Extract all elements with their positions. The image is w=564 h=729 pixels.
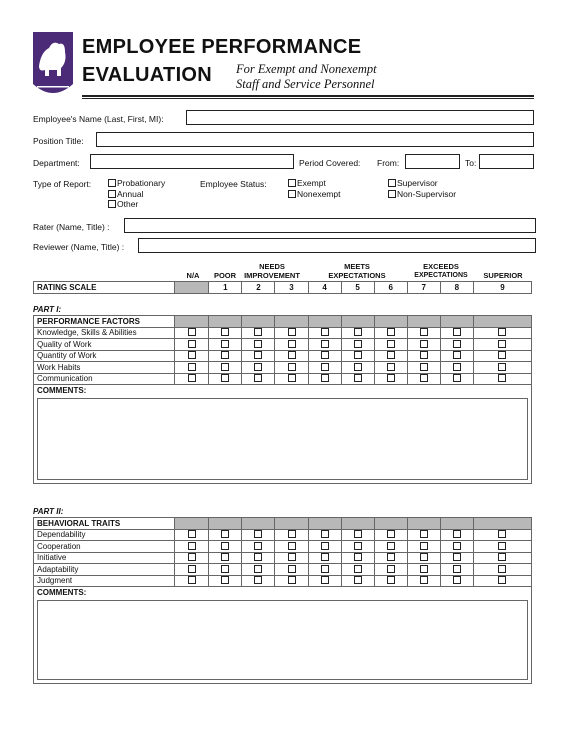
rating-cell bbox=[407, 564, 440, 576]
department-field[interactable] bbox=[90, 154, 294, 169]
rating-checkbox[interactable] bbox=[288, 542, 296, 550]
table-row bbox=[34, 350, 532, 362]
scale-number: 8 bbox=[440, 282, 473, 294]
option-nonexempt[interactable]: Nonexempt bbox=[288, 189, 340, 200]
rating-checkbox[interactable] bbox=[254, 542, 262, 550]
part1-table bbox=[33, 315, 532, 396]
rating-cell bbox=[209, 529, 242, 541]
rating-cell bbox=[374, 362, 407, 374]
rater-field[interactable] bbox=[124, 218, 536, 233]
rating-checkbox[interactable] bbox=[288, 351, 296, 359]
rating-checkbox[interactable] bbox=[188, 576, 196, 584]
scale-number: 7 bbox=[407, 282, 440, 294]
na-cell bbox=[175, 282, 209, 294]
rating-cell bbox=[275, 327, 308, 339]
rating-cell bbox=[341, 327, 374, 339]
poor-header: POOR bbox=[213, 271, 237, 280]
rating-cell bbox=[308, 529, 341, 541]
rating-checkbox[interactable] bbox=[188, 530, 196, 538]
rating-checkbox[interactable] bbox=[321, 351, 329, 359]
rating-cell bbox=[440, 552, 473, 564]
rating-checkbox[interactable] bbox=[188, 374, 196, 382]
table-row bbox=[34, 362, 532, 374]
part1-comments-label: COMMENTS: bbox=[34, 385, 532, 397]
option-annual[interactable]: Annual bbox=[108, 189, 165, 200]
rating-checkbox[interactable] bbox=[387, 351, 395, 359]
rating-cell bbox=[308, 339, 341, 351]
rating-checkbox[interactable] bbox=[188, 565, 196, 573]
table-row bbox=[34, 552, 532, 564]
to-label: To: bbox=[465, 158, 477, 168]
rating-cell bbox=[374, 350, 407, 362]
rating-checkbox[interactable] bbox=[420, 374, 428, 382]
rating-checkbox[interactable] bbox=[288, 328, 296, 336]
rating-checkbox[interactable] bbox=[321, 576, 329, 584]
rating-checkbox[interactable] bbox=[354, 565, 362, 573]
rating-cell bbox=[473, 541, 531, 553]
subtitle-line1: For Exempt and Nonexempt bbox=[236, 62, 377, 76]
rating-checkbox[interactable] bbox=[288, 553, 296, 561]
rating-checkbox[interactable] bbox=[354, 340, 362, 348]
rating-cell bbox=[341, 552, 374, 564]
option-non-supervisor[interactable]: Non-Supervisor bbox=[388, 189, 456, 200]
rating-checkbox[interactable] bbox=[498, 576, 506, 584]
scale-number: 3 bbox=[275, 282, 308, 294]
checkbox[interactable] bbox=[108, 179, 116, 187]
part2-label: PART II: bbox=[33, 507, 64, 516]
from-field[interactable] bbox=[405, 154, 460, 169]
from-label: From: bbox=[377, 158, 400, 168]
rating-checkbox[interactable] bbox=[221, 363, 229, 371]
rating-checkbox[interactable] bbox=[420, 328, 428, 336]
rating-cell bbox=[242, 339, 275, 351]
rating-checkbox[interactable] bbox=[387, 565, 395, 573]
rating-checkbox[interactable] bbox=[453, 328, 461, 336]
rating-cell bbox=[209, 373, 242, 385]
rating-cell bbox=[341, 362, 374, 374]
rating-checkbox[interactable] bbox=[221, 530, 229, 538]
rating-cell bbox=[473, 327, 531, 339]
rating-checkbox[interactable] bbox=[188, 363, 196, 371]
rating-cell bbox=[242, 575, 275, 587]
factor-label: Cooperation bbox=[34, 541, 175, 553]
rating-checkbox[interactable] bbox=[254, 530, 262, 538]
page-subtitle bbox=[236, 62, 377, 92]
rating-cell bbox=[308, 350, 341, 362]
rating-checkbox[interactable] bbox=[420, 351, 428, 359]
rating-cell bbox=[341, 339, 374, 351]
rating-cell bbox=[242, 350, 275, 362]
rating-cell bbox=[341, 529, 374, 541]
rating-checkbox[interactable] bbox=[254, 374, 262, 382]
employee-name-field[interactable] bbox=[186, 110, 534, 125]
part2-comments-area[interactable] bbox=[37, 600, 528, 680]
rating-checkbox[interactable] bbox=[188, 340, 196, 348]
rating-checkbox[interactable] bbox=[453, 374, 461, 382]
employee-name-label: Employee's Name (Last, First, MI): bbox=[33, 114, 164, 124]
option-probationary[interactable]: Probationary bbox=[108, 178, 165, 189]
rating-checkbox[interactable] bbox=[221, 576, 229, 584]
rating-checkbox[interactable] bbox=[254, 328, 262, 336]
rating-checkbox[interactable] bbox=[420, 363, 428, 371]
rating-cell bbox=[308, 362, 341, 374]
header-rule-thin bbox=[82, 98, 534, 99]
table-row bbox=[34, 575, 532, 587]
rating-cell bbox=[473, 529, 531, 541]
rating-cell bbox=[407, 552, 440, 564]
rating-checkbox[interactable] bbox=[321, 565, 329, 573]
rating-cell bbox=[209, 350, 242, 362]
factor-label: Knowledge, Skills & Abilities bbox=[34, 327, 175, 339]
rating-cell bbox=[341, 575, 374, 587]
rating-checkbox[interactable] bbox=[221, 328, 229, 336]
rating-checkbox[interactable] bbox=[288, 340, 296, 348]
rating-checkbox[interactable] bbox=[387, 576, 395, 584]
rating-scale-table bbox=[33, 281, 532, 294]
rating-cell bbox=[407, 373, 440, 385]
rating-cell bbox=[440, 339, 473, 351]
rating-cell bbox=[242, 373, 275, 385]
table-row bbox=[34, 339, 532, 351]
employee-status-label: Employee Status: bbox=[200, 179, 267, 189]
rating-cell bbox=[473, 552, 531, 564]
exceeds-expectations-header: EXCEEDS EXPECTATIONS bbox=[414, 262, 468, 279]
rating-checkbox[interactable] bbox=[321, 374, 329, 382]
rating-cell bbox=[341, 350, 374, 362]
table-row bbox=[34, 373, 532, 385]
rating-cell bbox=[374, 373, 407, 385]
rating-checkbox[interactable] bbox=[498, 542, 506, 550]
rating-checkbox[interactable] bbox=[254, 565, 262, 573]
rating-checkbox[interactable] bbox=[221, 351, 229, 359]
rating-checkbox[interactable] bbox=[321, 340, 329, 348]
rating-checkbox[interactable] bbox=[221, 374, 229, 382]
table-row bbox=[34, 541, 532, 553]
rating-checkbox[interactable] bbox=[188, 542, 196, 550]
rating-checkbox[interactable] bbox=[354, 542, 362, 550]
rating-checkbox[interactable] bbox=[453, 553, 461, 561]
rating-cell bbox=[341, 541, 374, 553]
rating-cell bbox=[209, 327, 242, 339]
rating-checkbox[interactable] bbox=[321, 530, 329, 538]
rating-cell bbox=[242, 362, 275, 374]
rater-label: Rater (Name, Title) : bbox=[33, 222, 110, 232]
rating-cell bbox=[209, 564, 242, 576]
rating-checkbox[interactable] bbox=[288, 576, 296, 584]
rating-checkbox[interactable] bbox=[354, 553, 362, 561]
rating-cell bbox=[407, 350, 440, 362]
rating-checkbox[interactable] bbox=[420, 542, 428, 550]
option-other[interactable]: Other bbox=[108, 199, 165, 210]
rating-cell bbox=[374, 552, 407, 564]
factor-label: Dependability bbox=[34, 529, 175, 541]
rating-cell bbox=[275, 362, 308, 374]
na-header: N/A bbox=[186, 271, 200, 280]
rating-cell bbox=[374, 529, 407, 541]
page-title-line2: EVALUATION bbox=[82, 64, 213, 86]
scale-number: 2 bbox=[242, 282, 275, 294]
rating-checkbox[interactable] bbox=[420, 553, 428, 561]
factor-label: Adaptability bbox=[34, 564, 175, 576]
rating-checkbox[interactable] bbox=[188, 328, 196, 336]
rating-cell bbox=[440, 541, 473, 553]
rating-cell bbox=[209, 552, 242, 564]
report-type-label: Type of Report: bbox=[33, 179, 92, 189]
rating-scale-label: RATING SCALE bbox=[34, 282, 175, 294]
report-type-options bbox=[108, 178, 165, 210]
option-exempt[interactable]: Exempt bbox=[288, 178, 340, 189]
rating-cell bbox=[407, 339, 440, 351]
rating-checkbox[interactable] bbox=[453, 530, 461, 538]
rating-cell bbox=[175, 373, 209, 385]
rating-checkbox[interactable] bbox=[354, 351, 362, 359]
checkbox[interactable] bbox=[288, 190, 296, 198]
rating-cell bbox=[308, 327, 341, 339]
rating-checkbox[interactable] bbox=[321, 328, 329, 336]
rating-checkbox[interactable] bbox=[498, 553, 506, 561]
rating-checkbox[interactable] bbox=[420, 530, 428, 538]
rating-checkbox[interactable] bbox=[498, 565, 506, 573]
rating-cell bbox=[374, 327, 407, 339]
rating-checkbox[interactable] bbox=[387, 542, 395, 550]
rating-checkbox[interactable] bbox=[221, 542, 229, 550]
rating-cell bbox=[242, 541, 275, 553]
factor-label: Quality of Work bbox=[34, 339, 175, 351]
rating-cell bbox=[407, 327, 440, 339]
rating-cell bbox=[175, 529, 209, 541]
rating-checkbox[interactable] bbox=[387, 340, 395, 348]
rating-cell bbox=[275, 350, 308, 362]
lion-logo bbox=[33, 32, 73, 102]
superior-header: SUPERIOR bbox=[483, 271, 523, 280]
subtitle-line2: Staff and Service Personnel bbox=[236, 77, 375, 91]
factor-label: Quantity of Work bbox=[34, 350, 175, 362]
rating-cell bbox=[440, 373, 473, 385]
factor-label: Initiative bbox=[34, 552, 175, 564]
page-title-line1: EMPLOYEE PERFORMANCE bbox=[82, 36, 362, 58]
reviewer-field[interactable] bbox=[138, 238, 536, 253]
position-title-label: Position Title: bbox=[33, 136, 84, 146]
option-supervisor[interactable]: Supervisor bbox=[388, 178, 456, 189]
rating-cell bbox=[473, 339, 531, 351]
rating-checkbox[interactable] bbox=[288, 363, 296, 371]
rating-cell bbox=[440, 362, 473, 374]
rating-checkbox[interactable] bbox=[354, 363, 362, 371]
rating-checkbox[interactable] bbox=[387, 374, 395, 382]
rating-cell bbox=[374, 575, 407, 587]
rating-cell bbox=[275, 373, 308, 385]
rating-checkbox[interactable] bbox=[288, 374, 296, 382]
rating-checkbox[interactable] bbox=[288, 565, 296, 573]
scale-number: 4 bbox=[308, 282, 341, 294]
part2-comments-label: COMMENTS: bbox=[34, 587, 532, 599]
employee-status-options-1 bbox=[288, 178, 340, 199]
checkbox[interactable] bbox=[288, 179, 296, 187]
scale-number: 1 bbox=[209, 282, 242, 294]
rating-cell bbox=[175, 541, 209, 553]
rating-cell bbox=[407, 529, 440, 541]
rating-checkbox[interactable] bbox=[354, 576, 362, 584]
rating-checkbox[interactable] bbox=[387, 530, 395, 538]
rating-checkbox[interactable] bbox=[387, 553, 395, 561]
rating-checkbox[interactable] bbox=[453, 340, 461, 348]
rating-cell bbox=[308, 552, 341, 564]
rating-checkbox[interactable] bbox=[498, 530, 506, 538]
rating-cell bbox=[407, 362, 440, 374]
rating-cell bbox=[175, 575, 209, 587]
rating-cell bbox=[308, 373, 341, 385]
rating-checkbox[interactable] bbox=[453, 576, 461, 584]
rating-checkbox[interactable] bbox=[453, 565, 461, 573]
rating-cell bbox=[275, 564, 308, 576]
rating-cell bbox=[209, 575, 242, 587]
needs-improvement-header: NEEDS IMPROVEMENT bbox=[244, 262, 300, 280]
rating-checkbox[interactable] bbox=[387, 328, 395, 336]
rating-cell bbox=[473, 575, 531, 587]
rating-cell bbox=[175, 350, 209, 362]
rating-checkbox[interactable] bbox=[387, 363, 395, 371]
rating-cell bbox=[374, 541, 407, 553]
rating-checkbox[interactable] bbox=[321, 542, 329, 550]
reviewer-label: Reviewer (Name, Title) : bbox=[33, 242, 125, 252]
rating-checkbox[interactable] bbox=[254, 363, 262, 371]
rating-checkbox[interactable] bbox=[221, 340, 229, 348]
rating-cell bbox=[175, 327, 209, 339]
rating-checkbox[interactable] bbox=[254, 351, 262, 359]
rating-cell bbox=[440, 327, 473, 339]
position-title-field[interactable] bbox=[96, 132, 534, 147]
table-row bbox=[34, 564, 532, 576]
checkbox[interactable] bbox=[108, 200, 116, 208]
to-field[interactable] bbox=[479, 154, 534, 169]
rating-cell bbox=[473, 350, 531, 362]
rating-cell bbox=[374, 564, 407, 576]
part2-table bbox=[33, 517, 532, 598]
rating-checkbox[interactable] bbox=[453, 363, 461, 371]
factor-label: Communication bbox=[34, 373, 175, 385]
rating-cell bbox=[175, 564, 209, 576]
rating-cell bbox=[242, 327, 275, 339]
rating-cell bbox=[440, 529, 473, 541]
scale-number: 9 bbox=[473, 282, 531, 294]
rating-checkbox[interactable] bbox=[254, 340, 262, 348]
rating-checkbox[interactable] bbox=[354, 530, 362, 538]
employee-status-options-2 bbox=[388, 178, 456, 199]
rating-checkbox[interactable] bbox=[321, 363, 329, 371]
part2-section-title: BEHAVIORAL TRAITS bbox=[34, 518, 175, 530]
rating-checkbox[interactable] bbox=[188, 553, 196, 561]
rating-cell bbox=[308, 541, 341, 553]
rating-cell bbox=[242, 552, 275, 564]
rating-cell bbox=[374, 339, 407, 351]
rating-checkbox[interactable] bbox=[288, 530, 296, 538]
rating-cell bbox=[275, 575, 308, 587]
part1-section-title: PERFORMANCE FACTORS bbox=[34, 316, 175, 328]
rating-checkbox[interactable] bbox=[254, 553, 262, 561]
rating-cell bbox=[209, 362, 242, 374]
rating-cell bbox=[407, 541, 440, 553]
rating-cell bbox=[175, 362, 209, 374]
rating-checkbox[interactable] bbox=[321, 553, 329, 561]
rating-cell bbox=[440, 575, 473, 587]
rating-cell bbox=[473, 564, 531, 576]
table-row bbox=[34, 327, 532, 339]
scale-number: 6 bbox=[374, 282, 407, 294]
rating-checkbox[interactable] bbox=[420, 576, 428, 584]
rating-cell bbox=[242, 529, 275, 541]
rating-cell bbox=[209, 541, 242, 553]
rating-cell bbox=[308, 575, 341, 587]
rating-cell bbox=[209, 339, 242, 351]
part1-comments-area[interactable] bbox=[37, 398, 528, 480]
period-covered-label: Period Covered: bbox=[299, 158, 361, 168]
rating-checkbox[interactable] bbox=[453, 542, 461, 550]
rating-checkbox[interactable] bbox=[420, 340, 428, 348]
rating-cell bbox=[308, 564, 341, 576]
checkbox[interactable] bbox=[388, 190, 396, 198]
rating-cell bbox=[275, 529, 308, 541]
rating-checkbox[interactable] bbox=[188, 351, 196, 359]
rating-checkbox[interactable] bbox=[498, 363, 506, 371]
rating-checkbox[interactable] bbox=[498, 328, 506, 336]
rating-checkbox[interactable] bbox=[420, 565, 428, 573]
department-label: Department: bbox=[33, 158, 80, 168]
rating-cell bbox=[440, 350, 473, 362]
meets-expectations-header: MEETS EXPECTATIONS bbox=[328, 262, 386, 280]
part1-label: PART I: bbox=[33, 305, 62, 314]
rating-checkbox[interactable] bbox=[354, 328, 362, 336]
rating-cell bbox=[473, 362, 531, 374]
rating-checkbox[interactable] bbox=[221, 553, 229, 561]
rating-checkbox[interactable] bbox=[221, 565, 229, 573]
rating-cell bbox=[175, 552, 209, 564]
rating-cell bbox=[275, 339, 308, 351]
rating-cell bbox=[473, 373, 531, 385]
rating-cell bbox=[341, 373, 374, 385]
table-row bbox=[34, 529, 532, 541]
rating-cell bbox=[242, 564, 275, 576]
header-rule bbox=[82, 95, 534, 97]
rating-cell bbox=[407, 575, 440, 587]
rating-cell bbox=[341, 564, 374, 576]
checkbox[interactable] bbox=[388, 179, 396, 187]
rating-checkbox[interactable] bbox=[254, 576, 262, 584]
scale-number: 5 bbox=[341, 282, 374, 294]
factor-label: Work Habits bbox=[34, 362, 175, 374]
checkbox[interactable] bbox=[108, 190, 116, 198]
rating-cell bbox=[275, 552, 308, 564]
rating-checkbox[interactable] bbox=[498, 351, 506, 359]
rating-cell bbox=[275, 541, 308, 553]
rating-checkbox[interactable] bbox=[498, 374, 506, 382]
rating-checkbox[interactable] bbox=[453, 351, 461, 359]
rating-cell bbox=[440, 564, 473, 576]
rating-checkbox[interactable] bbox=[354, 374, 362, 382]
factor-label: Judgment bbox=[34, 575, 175, 587]
rating-cell bbox=[175, 339, 209, 351]
rating-checkbox[interactable] bbox=[498, 340, 506, 348]
